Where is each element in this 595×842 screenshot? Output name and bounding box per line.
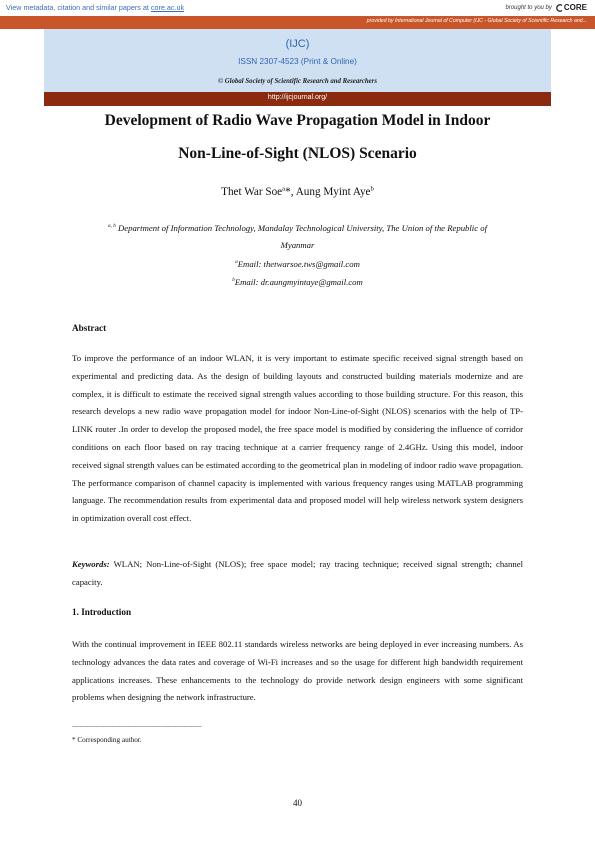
corresponding-mark: * xyxy=(285,186,291,198)
journal-copyright: © Global Society of Scientific Research and Researchers xyxy=(218,78,377,85)
paper-title-line-1: Development of Radio Wave Propagation Model in Indoor xyxy=(104,112,491,129)
keywords-list: WLAN; Non-Line-of-Sight (NLOS); free space model; ray tracing technique; received signal strength; channel capacity. xyxy=(72,559,523,587)
core-logo[interactable]: CORE xyxy=(555,3,587,12)
provided-by-bar xyxy=(0,16,595,29)
author-2-affil-mark: b xyxy=(370,185,374,193)
brought-by: brought to you by CORE xyxy=(505,3,587,12)
core-logo-icon xyxy=(555,4,563,12)
journal-url-bar xyxy=(44,92,551,106)
affiliation-mark: a, b xyxy=(107,223,116,230)
author-1-affil-mark: a xyxy=(282,185,286,193)
keywords xyxy=(72,556,523,592)
provided-by-link[interactable]: provided by International Journal of Computer (IJC - Global Society of Scientific Research and... xyxy=(366,18,587,24)
introduction-body: With the continual improvement in IEEE 802.11 standards wireless networks are being deployed in ever increasing numbers. As technology advances the data rates and coverage of Wi-Fi increases and so the usage for different high bandwidth requirement applications increases. These enhancements to the technology do provide network design engineers with some significant problems when designing the network infrastructure. xyxy=(72,639,523,703)
footnote: * Corresponding author. xyxy=(72,736,142,744)
affiliation-line-1: $^{a, b}$ Department of Information Technology, Mandalay Technological University, The Union of the Republic of xyxy=(107,223,488,233)
abstract-heading: Abstract xyxy=(72,323,107,333)
author-list: Thet War Soe$^a$*, Aung Myint Aye$^b$ xyxy=(221,185,374,198)
email-b: $^b$Email: dr.aungmyintaye@gmail.com xyxy=(232,277,363,287)
introduction-heading: 1. Introduction xyxy=(72,607,132,617)
keywords-label: Keywords: xyxy=(72,559,110,569)
email-a: $^a$Email: thetwarsoe.tws@gmail.com xyxy=(235,259,360,269)
author-1: Thet War Soe xyxy=(221,186,283,198)
paper-title-line-2: Non-Line-of-Sight (NLOS) Scenario xyxy=(178,145,417,162)
core-banner xyxy=(0,0,595,16)
core-metadata-link[interactable]: View metadata, citation and similar papers at core.ac.uk xyxy=(6,3,185,12)
journal-issn: ISSN 2307-4523 (Print & Online) xyxy=(238,57,357,66)
footnote-rule: ------------------------------------------------------------------------ xyxy=(72,724,202,730)
affiliation-line-2: Myanmar xyxy=(280,240,315,250)
abstract-body: To improve the performance of an indoor WLAN, it is very important to estimate specific received signal strength based on experimental and predicting data. As the design of building layouts and constructed building materials modernize and are complex, it is difficult to estimate the received signal strength values according to those building structure. For this reason, this research develops a new radio wave propagation model for indoor Non-Line-of-Sight (NLOS) scenarios with the help of TP-LINK router .In order to develop the proposed model, the free space model is modified by considering the influence of corridor conditions on each floor based on ray tracing technique at a carrier frequency range of 2.4GHz. Using this model, indoor received signal strength values can be estimated according to the geometrical plan in modeling of indoor radio wave propagation. The performance comparison of channel capacity is implemented with various frequency ranges using MATLAB programming language. The recommendation results from experimental data and proposed model will help wireless network system designers in optimization overall cost effect. xyxy=(72,353,523,524)
journal-header xyxy=(44,29,551,92)
journal-abbreviation: (IJC) xyxy=(285,38,310,50)
page-number: 40 xyxy=(293,798,302,808)
author-2: Aung Myint Aye xyxy=(295,186,371,198)
journal-url[interactable]: http://ijcjournal.org/ xyxy=(267,94,328,101)
core-ac-uk-link[interactable]: core.ac.uk xyxy=(150,3,185,12)
